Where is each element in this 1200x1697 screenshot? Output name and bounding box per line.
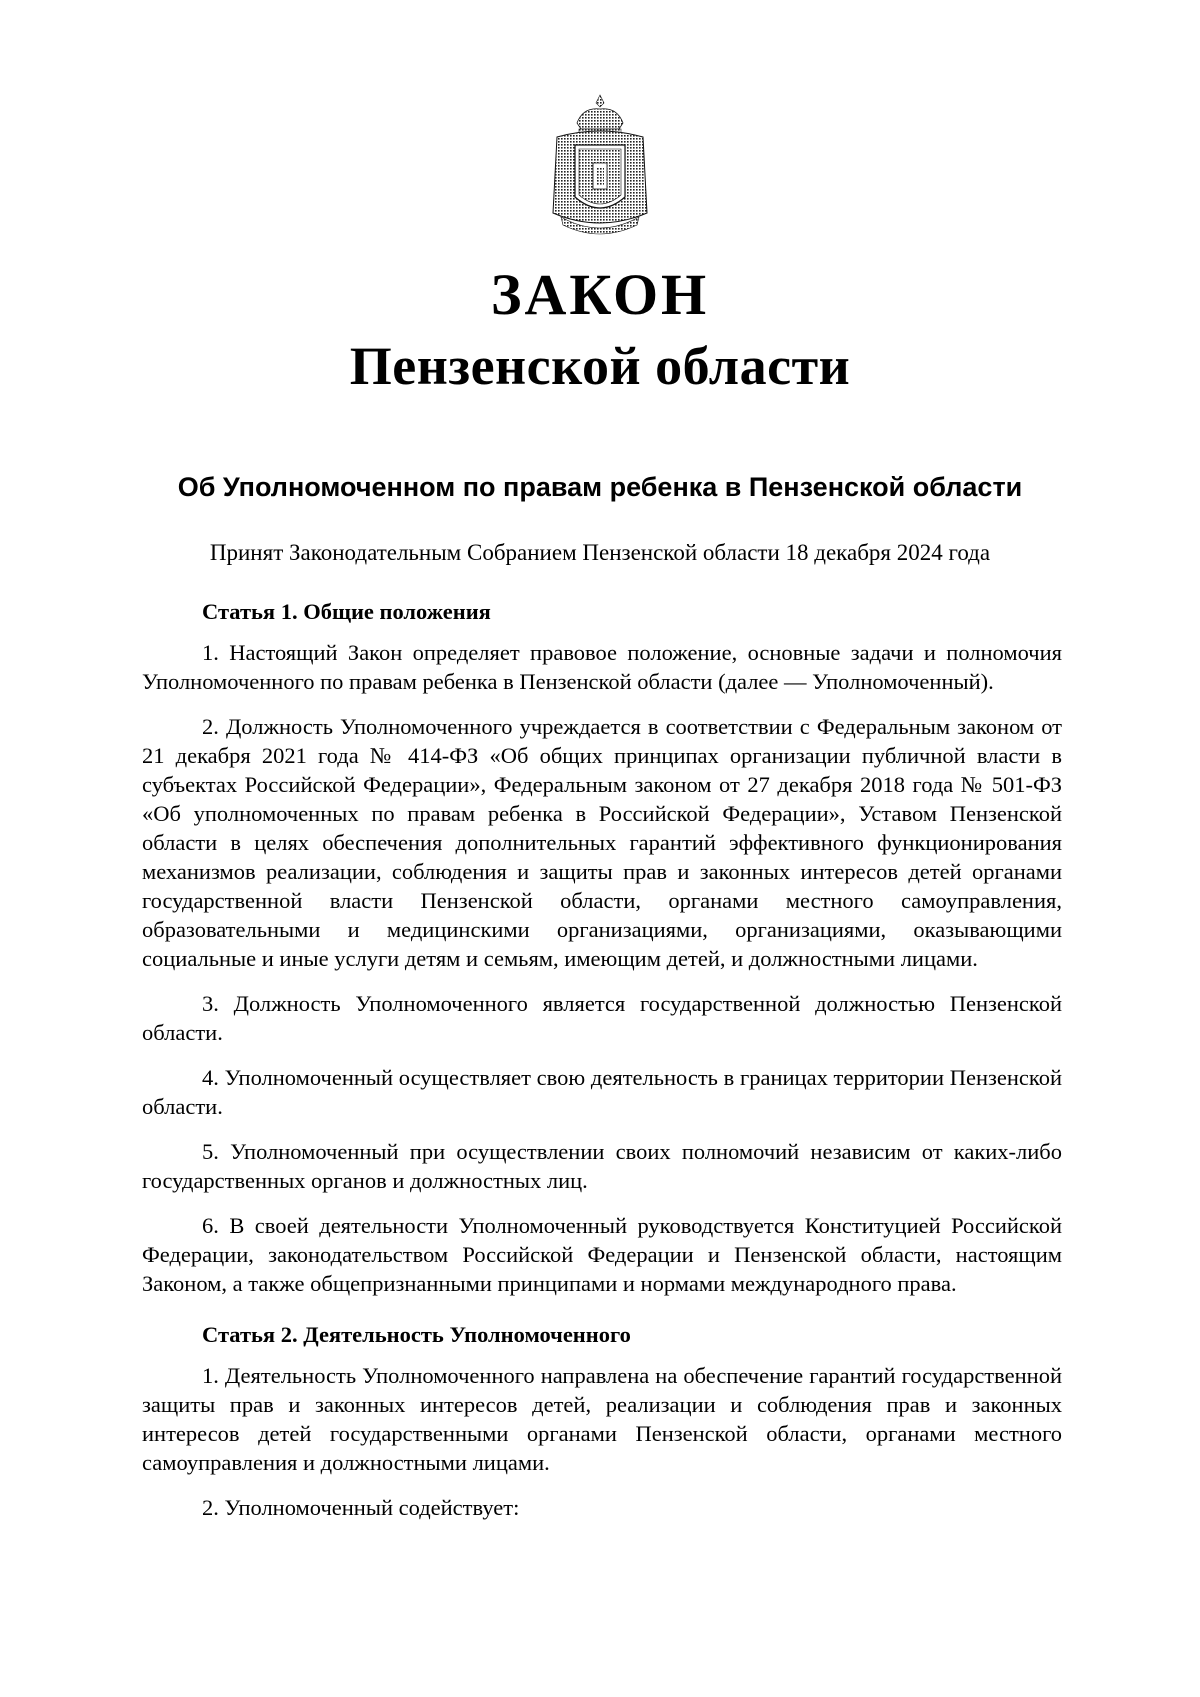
paragraph: 1. Настоящий Закон определяет правовое положение, основные задачи и полномочия Уполномоченного по правам ребенка в Пензенской области (далее — Уполномоченный). <box>142 640 1062 694</box>
paragraph: 4. Уполномоченный осуществляет свою деятельность в границах территории Пензенской области. <box>142 1065 1062 1119</box>
paragraph: 1. Деятельность Уполномоченного направлена на обеспечение гарантий государственной защиты прав и законных интересов детей, реализации и соблюдения прав и законных интересов детей государственными органами Пензенской области, органами местного самоуправления и должностными лицами. <box>142 1363 1062 1475</box>
paragraph: 6. В своей деятельности Уполномоченный руководствуется Конституцией Российской Федерации, законодательством Российской Федерации и Пензенской области, настоящим Законом, а также общепризнанными принципами и нормами международного права. <box>142 1213 1062 1296</box>
law-region: Пензенской области <box>349 336 851 396</box>
article-1 <box>142 597 1062 1298</box>
paragraph: 2. Уполномоченный содействует: <box>202 1495 520 1520</box>
paragraph: 5. Уполномоченный при осуществлении своих полномочий независим от каких-либо государственных органов и должностных лиц. <box>142 1139 1062 1193</box>
law-body <box>142 597 1062 1522</box>
coat-of-arms-icon <box>543 93 657 243</box>
adoption-note: Принят Законодательным Собранием Пензенской области 18 декабря 2024 года <box>209 540 991 565</box>
article-2 <box>142 1320 1062 1522</box>
document-subject: Об Уполномоченном по правам ребенка в Пензенской области <box>177 472 1023 502</box>
paragraph: 2. Должность Уполномоченного учреждается в соответствии с Федеральным законом от 21 декабря 2021 года № 414-ФЗ «Об общих принципах организации публичной власти в субъектах Российской Федерации», Федеральным законом от 27 декабря 2018 года № 501-ФЗ «Об уполномоченных по правам ребенка в Российской Федерации», Уставом Пензенской области в целях обеспечения дополнительных гарантий эффективного функционирования механизмов реализации, соблюдения и защиты прав и законных интересов детей органами государственной власти Пензенской области, органами местного самоуправления, образовательными и медицинскими организациями, организациями, оказывающими социальные и иные услуги детям и семьям, имеющим детей, и должностными лицами. <box>142 714 1062 971</box>
paragraph: 3. Должность Уполномоченного является государственной должностью Пензенской области. <box>142 991 1062 1045</box>
law-title: ЗАКОН <box>490 262 710 327</box>
article-heading: Статья 1. Общие положения <box>202 599 491 624</box>
article-heading: Статья 2. Деятельность Уполномоченного <box>202 1322 631 1347</box>
